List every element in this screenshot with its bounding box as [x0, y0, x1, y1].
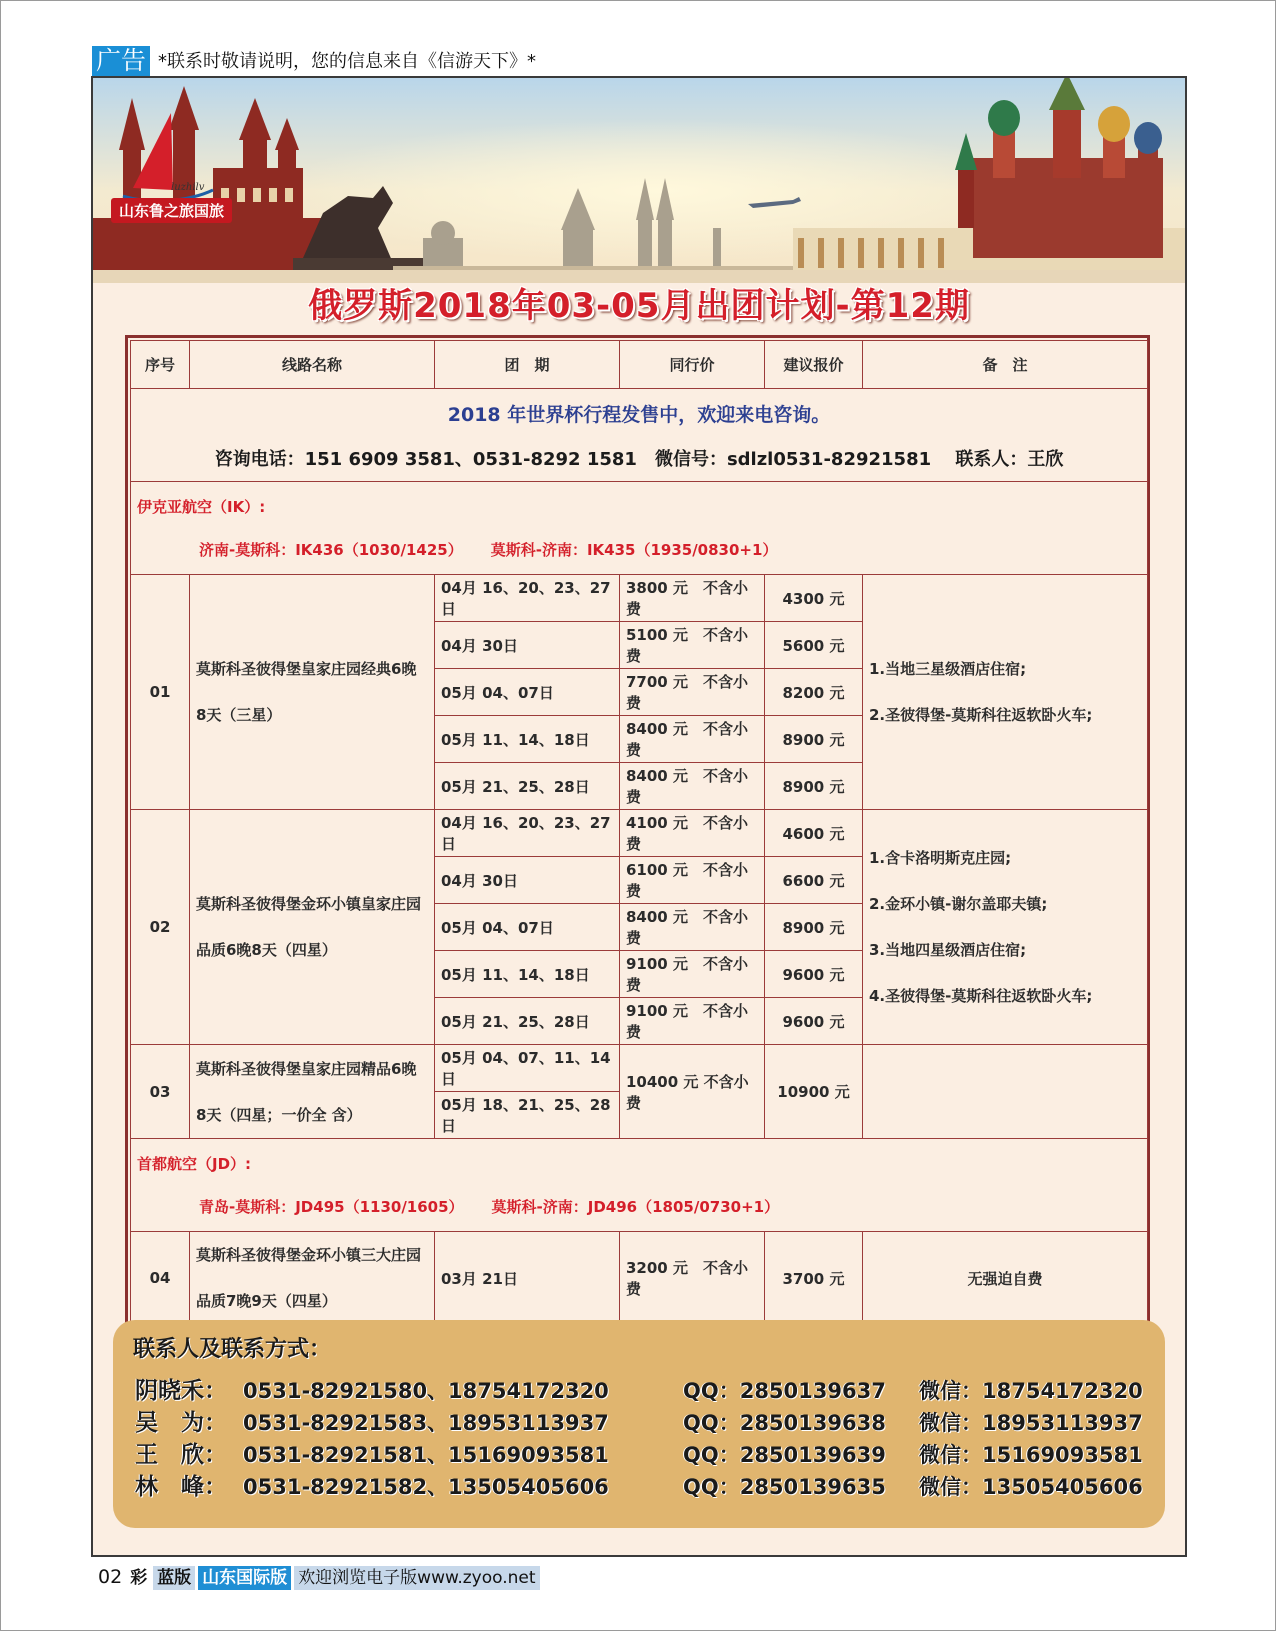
contact-phone: 0531-82921580、18754172320 [243, 1379, 609, 1403]
tour-date: 05月 11、14、18日 [435, 716, 620, 763]
contact-phone: 0531-82921582、13505405606 [243, 1475, 609, 1499]
airline-row-jd [131, 1139, 1148, 1232]
suggested-price: 5600 元 [765, 622, 863, 669]
source-notice: *联系时敬请说明，您的信息来自《信游天下》* [158, 51, 536, 72]
contact-row [135, 1436, 1143, 1466]
edition-name: 山东国际版 [198, 1566, 291, 1590]
page-number: 02 [98, 1566, 123, 1588]
edition-label: 蓝版 [153, 1566, 195, 1590]
contact-wechat: 微信：18953113937 [919, 1411, 1143, 1435]
airline-title: 首都航空（JD）: [137, 1155, 252, 1173]
trade-price: 3800 元 不含小费 [620, 575, 765, 622]
suggested-price: 4300 元 [765, 575, 863, 622]
contact-name: 吴 为： [135, 1410, 227, 1436]
trade-price: 7700 元 不含小费 [620, 669, 765, 716]
table-row [131, 1045, 1148, 1092]
header-trade-price: 同行价 [620, 341, 765, 389]
tour-date: 05月 21、25、28日 [435, 763, 620, 810]
tour-date: 05月 04、07、11、14日 [435, 1045, 620, 1092]
contact-wechat: 微信：13505405606 [919, 1475, 1143, 1499]
tour-date: 05月 04、07日 [435, 904, 620, 951]
suggested-price: 8200 元 [765, 669, 863, 716]
page-title: 俄罗斯2018年03-05月出团计划-第12期 [308, 286, 970, 326]
route-no: 01 [131, 575, 190, 810]
inquiry-contact: 咨询电话：151 6909 3581、0531-8292 1581 微信号：sdlzl0531-82921581 联系人：王欣 [214, 448, 1064, 470]
contact-box [113, 1320, 1165, 1528]
route-name: 莫斯科圣彼得堡皇家庄园精品6晚 8天（四星；一价全 含） [190, 1045, 435, 1139]
contact-qq: QQ：2850139635 [683, 1475, 886, 1499]
route-name: 莫斯科圣彼得堡金环小镇皇家庄园 品质6晚8天（四星） [190, 810, 435, 1045]
contact-phone: 0531-82921581、15169093581 [243, 1443, 609, 1467]
company-logo: 山东鲁之旅国旅 [111, 198, 232, 223]
russia-banner-image [93, 78, 1185, 283]
trade-price: 8400 元 不含小费 [620, 763, 765, 810]
route-notes: 1.当地三星级酒店住宿; 2.圣彼得堡-莫斯科往返软卧火车; [863, 575, 1148, 810]
header-dates: 团 期 [435, 341, 620, 389]
header-suggested-price: 建议报价 [765, 341, 863, 389]
tour-date: 05月 04、07日 [435, 669, 620, 716]
flight-back: 莫斯科-济南：IK435（1935/0830+1） [490, 541, 778, 559]
ad-panel [91, 76, 1187, 1557]
route-no: 03 [131, 1045, 190, 1139]
airline-row-ik [131, 482, 1148, 575]
trade-price: 10400 元 不含小费 [620, 1045, 765, 1139]
contact-qq: QQ：2850139638 [683, 1411, 886, 1435]
tour-schedule-table [130, 340, 1148, 1325]
suggested-price: 3700 元 [765, 1232, 863, 1325]
tour-date: 04月 16、20、23、27日 [435, 810, 620, 857]
trade-price: 9100 元 不含小费 [620, 951, 765, 998]
tour-date: 03月 21日 [435, 1232, 620, 1325]
announcement-row [131, 389, 1148, 482]
contact-name: 阴晓禾： [135, 1378, 227, 1404]
route-no: 02 [131, 810, 190, 1045]
trade-price: 4100 元 不含小费 [620, 810, 765, 857]
route-notes: 无强迫自费 [863, 1232, 1148, 1325]
trade-price: 5100 元 不含小费 [620, 622, 765, 669]
tour-date: 04月 16、20、23、27日 [435, 575, 620, 622]
airline-title: 伊克亚航空（IK）: [137, 498, 266, 516]
route-no: 04 [131, 1232, 190, 1325]
trade-price: 6100 元 不含小费 [620, 857, 765, 904]
contact-wechat: 微信：18754172320 [919, 1379, 1143, 1403]
header-notes: 备 注 [863, 341, 1148, 389]
ad-label: 广告 [92, 46, 150, 76]
tour-date: 05月 11、14、18日 [435, 951, 620, 998]
contact-row [135, 1372, 1143, 1402]
suggested-price: 9600 元 [765, 998, 863, 1045]
tour-date: 05月 18、21、25、28日 [435, 1092, 620, 1139]
contact-qq: QQ：2850139637 [683, 1379, 886, 1403]
flight-back: 莫斯科-济南：JD496（1805/0730+1） [491, 1198, 780, 1216]
route-notes: 1.含卡洛明斯克庄园; 2.金环小镇-谢尔盖耶夫镇; 3.当地四星级酒店住宿; 4.圣彼得堡-莫斯科往返软卧火车; [863, 810, 1148, 1045]
contact-row [135, 1468, 1143, 1498]
website-link[interactable]: 欢迎浏览电子版www.zyoo.net [294, 1566, 539, 1590]
trade-price: 8400 元 不含小费 [620, 904, 765, 951]
suggested-price: 10900 元 [765, 1045, 863, 1139]
worldcup-announcement: 2018 年世界杯行程发售中，欢迎来电咨询。 [447, 403, 831, 426]
logo-script-text: luzhilv [171, 182, 205, 193]
page-footer [98, 1565, 540, 1589]
tour-date: 04月 30日 [435, 622, 620, 669]
tour-date: 04月 30日 [435, 857, 620, 904]
header-no: 序号 [131, 341, 190, 389]
flight-out: 青岛-莫斯科：JD495（1130/1605） [199, 1198, 464, 1216]
header-route: 线路名称 [190, 341, 435, 389]
flight-out: 济南-莫斯科：IK436（1030/1425） [199, 541, 463, 559]
trade-price: 3200 元 不含小费 [620, 1232, 765, 1325]
table-row [131, 810, 1148, 857]
contact-qq: QQ：2850139639 [683, 1443, 886, 1467]
contact-row [135, 1404, 1143, 1434]
table-row [131, 575, 1148, 622]
tour-date: 05月 21、25、28日 [435, 998, 620, 1045]
contact-name: 林 峰： [135, 1474, 227, 1500]
route-name: 莫斯科圣彼得堡皇家庄园经典6晚 8天（三星） [190, 575, 435, 810]
color-label: 彩 [130, 1568, 148, 1588]
table-row [131, 1232, 1148, 1325]
route-notes-empty [863, 1045, 1148, 1139]
suggested-price: 4600 元 [765, 810, 863, 857]
contact-phone: 0531-82921583、18953113937 [243, 1411, 609, 1435]
trade-price: 8400 元 不含小费 [620, 716, 765, 763]
suggested-price: 9600 元 [765, 951, 863, 998]
suggested-price: 8900 元 [765, 904, 863, 951]
trade-price: 9100 元 不含小费 [620, 998, 765, 1045]
suggested-price: 8900 元 [765, 716, 863, 763]
contact-title: 联系人及联系方式： [133, 1337, 332, 1362]
table-header-row [131, 341, 1148, 389]
contact-wechat: 微信：15169093581 [919, 1443, 1143, 1467]
route-name: 莫斯科圣彼得堡金环小镇三大庄园 品质7晚9天（四星） [190, 1232, 435, 1325]
contact-name: 王 欣： [135, 1442, 227, 1468]
suggested-price: 8900 元 [765, 763, 863, 810]
suggested-price: 6600 元 [765, 857, 863, 904]
